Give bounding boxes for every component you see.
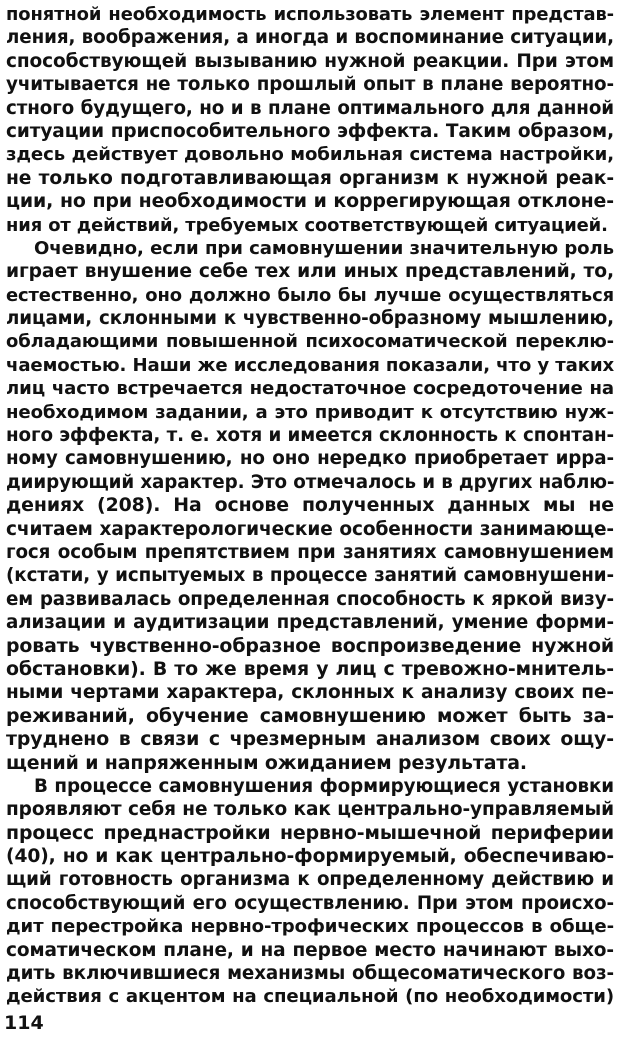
- text-line: соматическом плане, и на первое место начинают выхо-: [6, 939, 614, 961]
- text-line: обстановки). В то же время у лиц с тревожно-мнитель-: [6, 657, 614, 680]
- paragraph-3: [6, 775, 614, 1009]
- text-line: здесь действует довольно мобильная система настройки,: [6, 144, 614, 166]
- text-line: щений и напряженным ожиданием результата.: [6, 751, 527, 774]
- text-line: играет внушение себе тех или иных представлений, то,: [6, 261, 614, 283]
- text-line: действия с акцентом на специальной (по необходимости): [6, 986, 614, 1008]
- text-line: ции, но при необходимости и коррегирующая отклоне-: [6, 190, 614, 213]
- paragraph-2: [6, 237, 614, 775]
- text-line: ными чертами характера, склонных к анализу своих пе-: [6, 682, 614, 704]
- text-line: Очевидно, если при самовнушении значительную роль: [34, 237, 614, 259]
- text-line: гося особым препятствием при занятиях самовнушением: [6, 541, 614, 563]
- text-line: процесс преднастройки нервно-мышечной периферии: [6, 821, 614, 844]
- text-line: диирующий характер. Это отмечалось и в других наблю-: [6, 471, 615, 493]
- text-line: считаем характерологические особенности занимающе-: [6, 518, 614, 540]
- text-line: лиц часто встречается недостаточное сосредоточение на: [6, 378, 614, 400]
- text-line: ного эффекта, т. е. хотя и имеется склонность к спонтан-: [6, 425, 614, 447]
- text-line: учитывается не только прошлый опыт в плане вероятно-: [6, 74, 614, 96]
- text-line: ния от действий, требуемых соответствующей ситуацией.: [6, 214, 608, 236]
- text-line: ситуации приспособительного эффекта. Таким образом,: [6, 120, 614, 142]
- text-line: щий готовность организма к определенному действию и: [6, 869, 614, 891]
- text-line: естественно, оно должно было бы лучше осуществляться: [6, 284, 614, 306]
- text-line: дениях (208). На основе полученных данных мы не: [6, 494, 614, 517]
- paragraph-1: [6, 3, 614, 237]
- text-line: проявляют себя не только как центрально-управляемый: [6, 799, 614, 821]
- page-body: [6, 3, 614, 1009]
- text-line: реживаний, обучение самовнушению может быть за-: [6, 704, 614, 727]
- text-line: ровать чувственно-образное воспроизведение нужной: [6, 634, 614, 657]
- text-line: чаемостью. Наши же исследования показали, что у таких: [6, 354, 615, 376]
- text-line: труднено в связи с чрезмерным анализом своих ощу-: [6, 728, 614, 751]
- text-line: обладающими повышенной психосоматической переклю-: [6, 331, 614, 353]
- text-line: способствующий его осуществлению. При этом происхо-: [6, 892, 614, 914]
- text-line: дить включившиеся механизмы общесоматического воз-: [6, 963, 614, 985]
- text-line: ления, воображения, а иногда и воспоминание ситуации,: [6, 27, 614, 49]
- text-line: В процессе самовнушения формирующиеся установки: [34, 775, 614, 797]
- text-line: ем развивалась определенная способность к яркой визу-: [6, 588, 614, 610]
- text-line: дит перестройка нервно-трофических процессов в обще-: [6, 916, 614, 938]
- text-line: стного будущего, но и в плане оптимального для данной: [6, 97, 614, 119]
- text-line: не только подготавливающая организм к нужной реак-: [6, 167, 614, 189]
- text-line: (кстати, у испытуемых в процессе занятий самовнушени-: [6, 565, 614, 587]
- text-line: способствующей вызыванию нужной реакции. При этом: [6, 50, 614, 72]
- text-line: необходимом задании, а это приводит к отсутствию нуж-: [6, 401, 614, 423]
- text-line: понятной необходимость использовать элемент представ-: [6, 4, 614, 25]
- page-number: 114: [4, 1012, 44, 1034]
- text-line: лицами, склонными к чувственно-образному мышлению,: [6, 308, 614, 330]
- text-line: ализации и аудитизации представлений, умение форми-: [6, 612, 614, 634]
- text-line: (40), но и как центрально-формируемый, обеспечиваю-: [6, 846, 614, 868]
- text-line: ному самовнушению, но оно нередко приобретает ирра-: [6, 448, 614, 470]
